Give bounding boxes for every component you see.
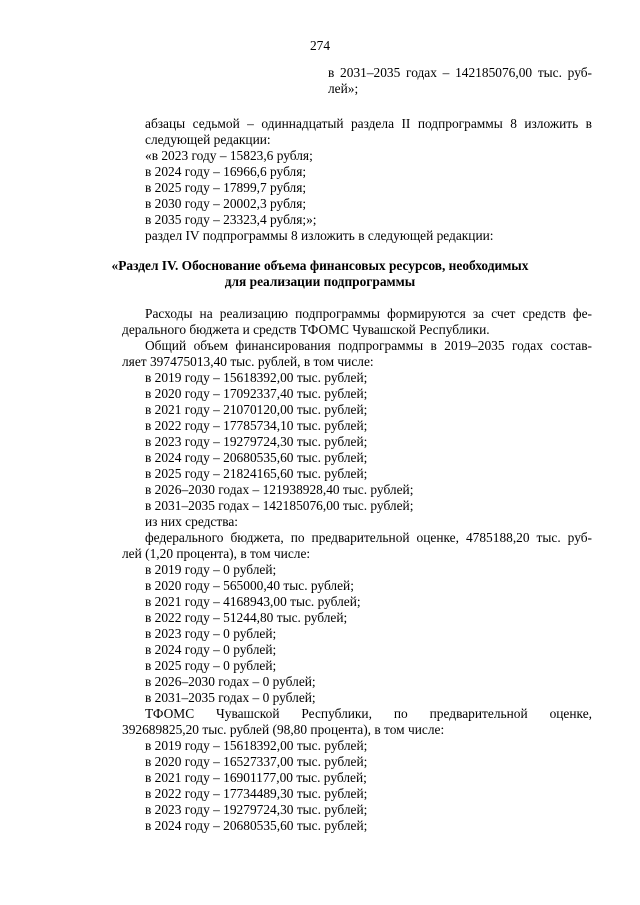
paragraph-line: Общий объем финансирования подпрограммы в 2019–2035 годах состав- <box>145 338 592 353</box>
list-item: в 2031–2035 годах – 0 рублей; <box>145 690 316 705</box>
paragraph-line: дерального бюджета и средств ТФОМС Чувашской Республики. <box>122 322 490 337</box>
list-item: в 2031–2035 годах – 142185076,00 тыс. рублей; <box>145 498 414 513</box>
intro-line: следующей редакции: <box>145 132 271 147</box>
paragraph-line: 392689825,20 тыс. рублей (98,80 процента), в том числе: <box>122 722 445 737</box>
section-intro: раздел IV подпрограммы 8 изложить в следующей редакции: <box>145 228 494 243</box>
paragraph-line: федерального бюджета, по предварительной оценке, 4785188,20 тыс. руб- <box>145 530 592 545</box>
section-heading: «Раздел IV. Обоснование объема финансовых ресурсов, необходимых <box>111 258 529 273</box>
list-item: в 2025 году – 0 рублей; <box>145 658 277 673</box>
list-item: в 2021 году – 21070120,00 тыс. рублей; <box>145 402 368 417</box>
list-item: в 2025 году – 17899,7 рубля; <box>145 180 307 195</box>
continuation-line: лей»; <box>328 81 359 96</box>
intro-line: абзацы седьмой – одиннадцатый раздела II подпрограммы 8 изложить в <box>145 116 592 131</box>
continuation-line: в 2031–2035 годах – 142185076,00 тыс. руб- <box>328 65 592 80</box>
list-item: в 2024 году – 16966,6 рубля; <box>145 164 307 179</box>
paragraph-line: лей (1,20 процента), в том числе: <box>122 546 311 561</box>
section-heading: для реализации подпрограммы <box>224 274 416 289</box>
list-item: в 2022 году – 51244,80 тыс. рублей; <box>145 610 348 625</box>
list-item: в 2024 году – 0 рублей; <box>145 642 277 657</box>
list-item: в 2020 году – 565000,40 тыс. рублей; <box>145 578 354 593</box>
list-item: в 2035 году – 23323,4 рубля;»; <box>145 212 317 227</box>
list-item: в 2025 году – 21824165,60 тыс. рублей; <box>145 466 368 481</box>
list-item: в 2020 году – 16527337,00 тыс. рублей; <box>145 754 368 769</box>
list-item: в 2019 году – 15618392,00 тыс. рублей; <box>145 370 368 385</box>
list-item: в 2021 году – 4168943,00 тыс. рублей; <box>145 594 361 609</box>
list-item: в 2030 году – 20002,3 рубля; <box>145 196 307 211</box>
list-item: в 2023 году – 19279724,30 тыс. рублей; <box>145 802 368 817</box>
paragraph-line: ляет 397475013,40 тыс. рублей, в том числе: <box>122 354 374 369</box>
paragraph-line: ТФОМС Чувашской Республики, по предварительной оценке, <box>145 706 592 721</box>
list-item: в 2026–2030 годах – 0 рублей; <box>145 674 316 689</box>
list-item: в 2019 году – 15618392,00 тыс. рублей; <box>145 738 368 753</box>
paragraph-line: Расходы на реализацию подпрограммы формируются за счет средств фе- <box>145 306 592 321</box>
list-item: в 2021 году – 16901177,00 тыс. рублей; <box>145 770 367 785</box>
list-item: в 2024 году – 20680535,60 тыс. рублей; <box>145 818 368 833</box>
list-item: из них средства: <box>145 514 239 529</box>
list-item: в 2020 году – 17092337,40 тыс. рублей; <box>145 386 368 401</box>
list-item: в 2024 году – 20680535,60 тыс. рублей; <box>145 450 368 465</box>
list-item: в 2022 году – 17734489,30 тыс. рублей; <box>145 786 368 801</box>
list-item: в 2023 году – 19279724,30 тыс. рублей; <box>145 434 368 449</box>
list-item: в 2026–2030 годах – 121938928,40 тыс. рублей; <box>145 482 414 497</box>
list-item: в 2023 году – 0 рублей; <box>145 626 277 641</box>
page-number: 274 <box>309 38 331 53</box>
list-item: в 2019 году – 0 рублей; <box>145 562 277 577</box>
list-item: в 2022 году – 17785734,10 тыс. рублей; <box>145 418 368 433</box>
list-item: «в 2023 году – 15823,6 рубля; <box>145 148 313 163</box>
